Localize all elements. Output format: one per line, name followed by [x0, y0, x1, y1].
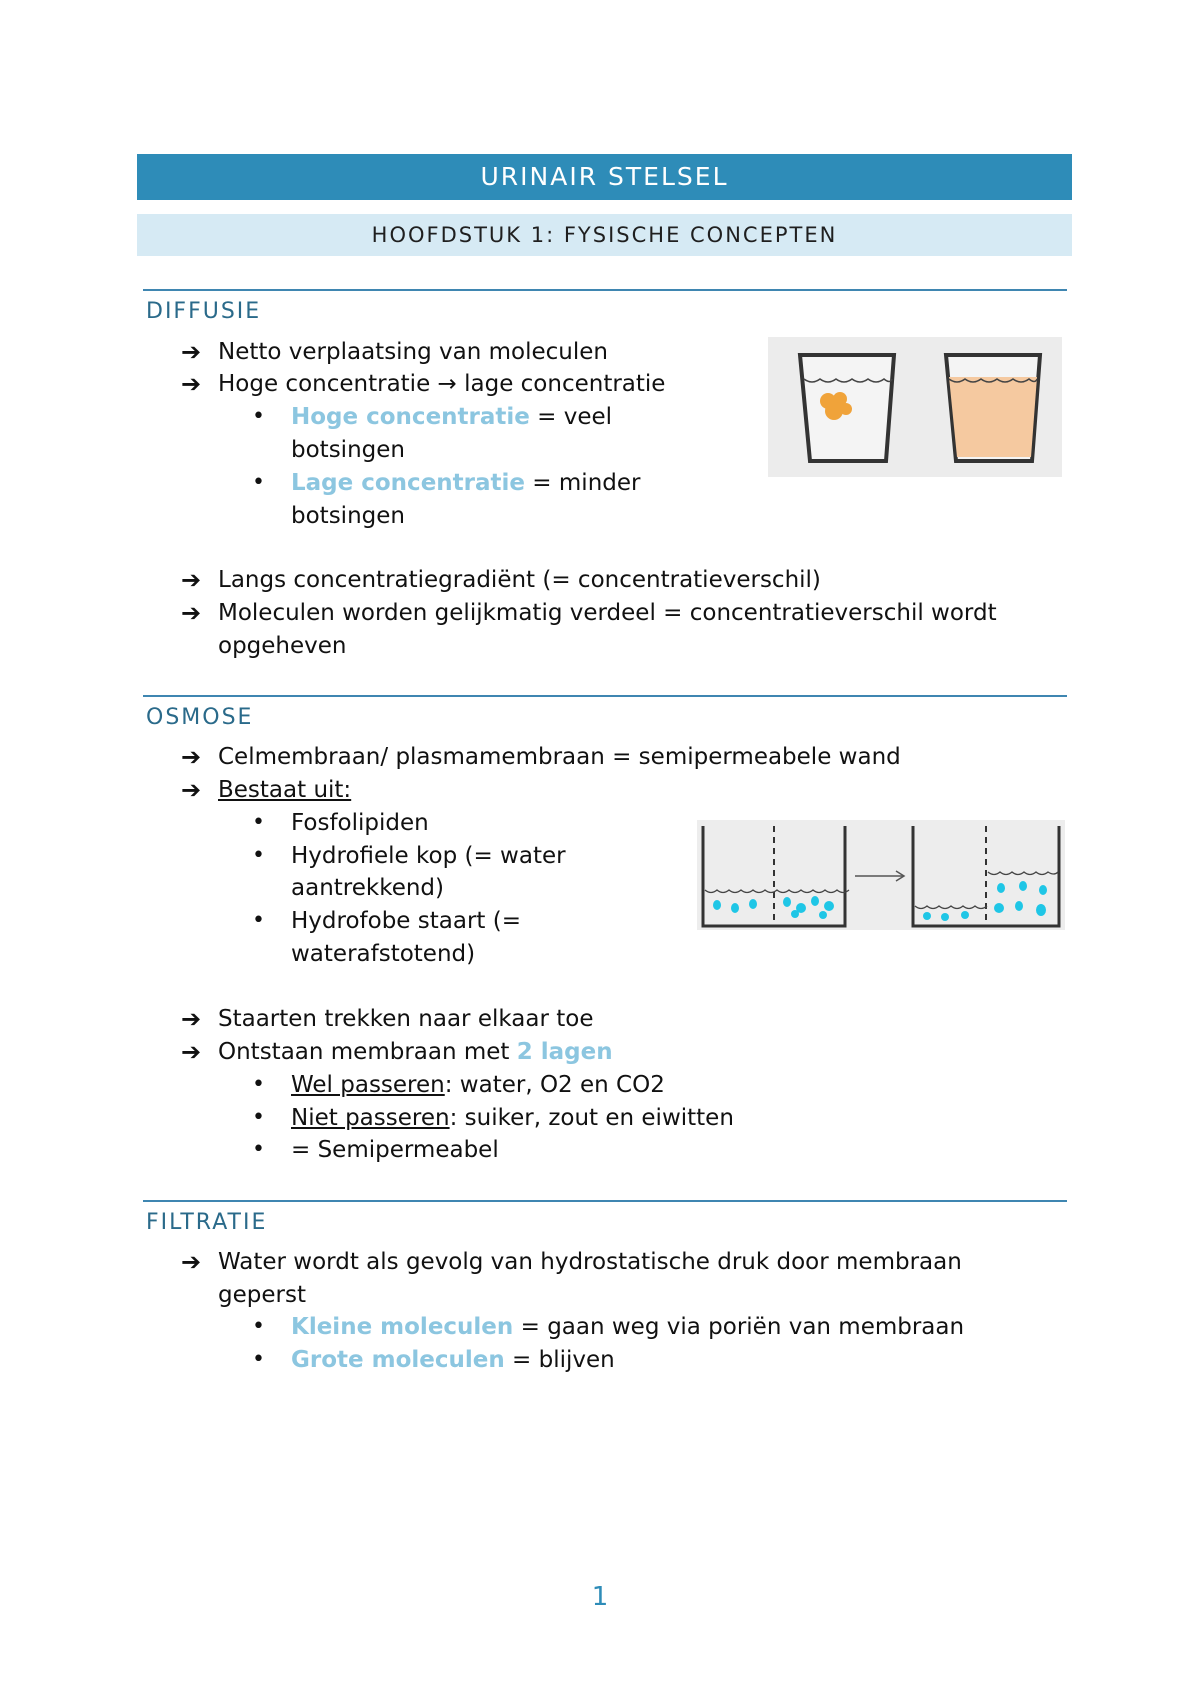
diffusie-line-4: Moleculen worden gelijkmatig verdeel = concentratieverschil wordt — [218, 600, 997, 626]
osmose-bullet-4: Wel passeren: water, O2 en CO2 — [291, 1072, 665, 1098]
arrow-bullet-icon: ➔ — [181, 338, 202, 366]
filtratie-line-1-cont: geperst — [218, 1282, 306, 1308]
osmose-bullet-2: Hydrofiele kop (= water — [291, 843, 566, 869]
bullet-icon: • — [252, 1137, 265, 1162]
document-title-banner: URINAIR STELSEL — [137, 154, 1072, 200]
section-osmose — [143, 695, 1067, 733]
diffusie-line-3: Langs concentratiegradiënt (= concentratieverschil) — [218, 567, 821, 593]
diffusie-line-4-cont: opgeheven — [218, 633, 347, 659]
bullet-icon: • — [252, 1072, 265, 1097]
osmose-line-3: Staarten trekken naar elkaar toe — [218, 1006, 594, 1032]
section-heading-diffusie: DIFFUSIE — [146, 299, 262, 324]
arrow-bullet-icon: ➔ — [181, 599, 202, 627]
section-divider — [143, 289, 1067, 291]
section-heading-osmose: OSMOSE — [146, 705, 254, 730]
diffusie-line-2: Hoge concentratie → lage concentratie — [218, 371, 666, 397]
arrow-bullet-icon: ➔ — [181, 1038, 202, 1066]
arrow-bullet-icon: ➔ — [181, 1005, 202, 1033]
bullet-icon: • — [252, 470, 265, 495]
osmose-bullet-2-cont: aantrekkend) — [291, 875, 445, 901]
osmose-bullet-3-cont: waterafstotend) — [291, 941, 476, 967]
bullet-icon: • — [252, 1105, 265, 1130]
section-divider — [143, 1200, 1067, 1202]
glass-right-icon — [946, 355, 1040, 461]
arrow-bullet-icon: ➔ — [181, 743, 202, 771]
glass-left-icon — [800, 355, 894, 461]
bullet-icon: • — [252, 908, 265, 933]
section-filtratie — [143, 1200, 1067, 1238]
filtratie-bullet-1: Kleine moleculen = gaan weg via poriën van membraan — [291, 1314, 965, 1340]
diffusie-bullet-1: Hoge concentratie = veel — [291, 404, 613, 430]
osmose-bullet-5: Niet passeren: suiker, zout en eiwitten — [291, 1105, 734, 1131]
osmosis-containers-figure — [697, 820, 1065, 930]
osmose-bullet-6: = Semipermeabel — [291, 1137, 499, 1163]
osmose-bullet-1: Fosfolipiden — [291, 810, 429, 836]
bullet-icon: • — [252, 810, 265, 835]
diffusie-bullet-2: Lage concentratie = minder — [291, 470, 641, 496]
diffusie-bullet-1-cont: botsingen — [291, 437, 405, 463]
bullet-icon: • — [252, 1314, 265, 1339]
arrow-bullet-icon: ➔ — [181, 1248, 202, 1276]
diffusie-bullet-2-cont: botsingen — [291, 503, 405, 529]
bullet-icon: • — [252, 1347, 265, 1372]
arrow-bullet-icon: ➔ — [181, 776, 202, 804]
section-diffusie — [143, 289, 1067, 327]
osmose-line-4: Ontstaan membraan met 2 lagen — [218, 1039, 613, 1065]
osmose-line-1: Celmembraan/ plasmamembraan = semipermeabele wand — [218, 744, 901, 770]
osmose-bullet-3: Hydrofobe staart (= — [291, 908, 521, 934]
arrow-bullet-icon: ➔ — [181, 370, 202, 398]
arrow-bullet-icon: ➔ — [181, 566, 202, 594]
chapter-title-banner: HOOFDSTUK 1: FYSISCHE CONCEPTEN — [137, 214, 1072, 256]
bullet-icon: • — [252, 404, 265, 429]
filtratie-bullet-2: Grote moleculen = blijven — [291, 1347, 615, 1373]
filtratie-line-1: Water wordt als gevolg van hydrostatische druk door membraan — [218, 1249, 962, 1275]
section-heading-filtratie: FILTRATIE — [146, 1210, 268, 1235]
page-number: 1 — [591, 1582, 609, 1612]
diffusie-line-1: Netto verplaatsing van moleculen — [218, 339, 609, 365]
section-divider — [143, 695, 1067, 697]
bullet-icon: • — [252, 843, 265, 868]
diffusion-glasses-figure — [768, 337, 1062, 477]
osmose-line-2: Bestaat uit: — [218, 777, 352, 803]
